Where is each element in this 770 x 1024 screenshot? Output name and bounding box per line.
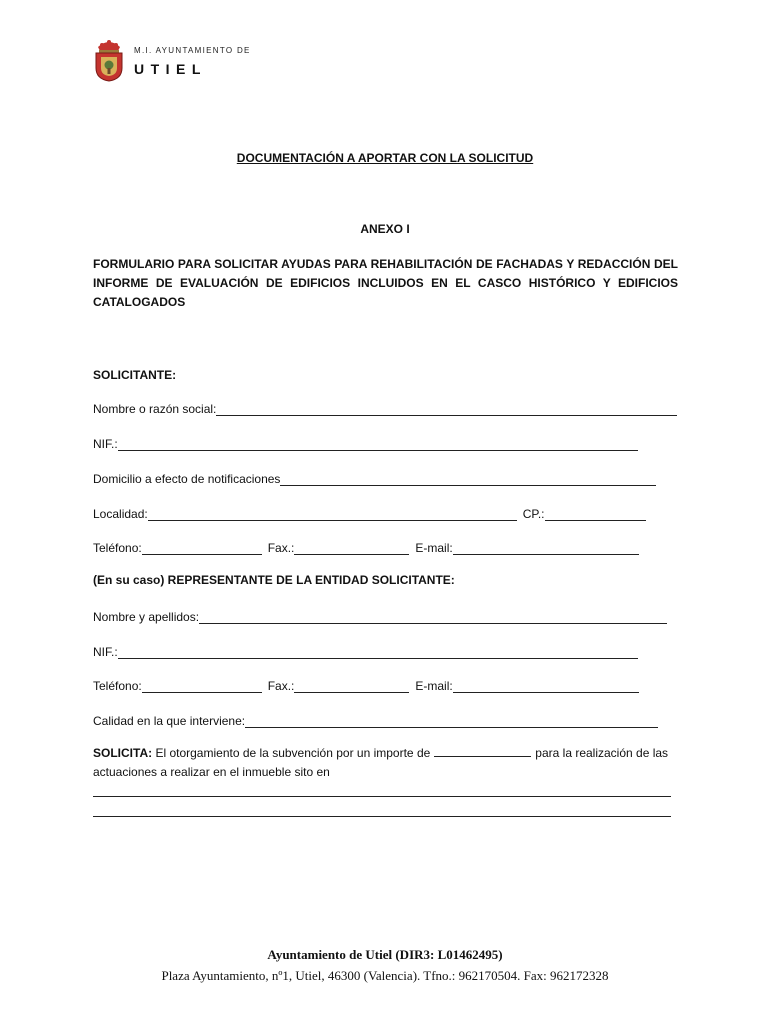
- applicant-address-field[interactable]: [280, 472, 656, 486]
- org-name-large: UTIEL: [134, 61, 207, 77]
- applicant-fax-field[interactable]: [294, 541, 409, 555]
- annex-heading: ANEXO I: [360, 222, 410, 236]
- applicant-phone-field[interactable]: [142, 541, 262, 555]
- applicant-nif-label: NIF.:: [93, 437, 118, 451]
- applicant-contact-row: [93, 537, 639, 555]
- representative-phone-label: Teléfono:: [93, 679, 142, 693]
- representative-phone-field[interactable]: [142, 679, 262, 693]
- representative-heading: (En su caso) REPRESENTANTE DE LA ENTIDAD SOLICITANTE:: [93, 573, 455, 587]
- org-name-small: M.I. AYUNTAMIENTO DE: [134, 46, 251, 55]
- representative-name-field[interactable]: [199, 610, 667, 624]
- coat-of-arms-logo: [92, 38, 126, 82]
- applicant-address-label: Domicilio a efecto de notificaciones: [93, 472, 281, 486]
- address-line-2[interactable]: [93, 802, 671, 817]
- footer-organization: Ayuntamiento de Utiel (DIR3: L01462495): [267, 947, 503, 962]
- representative-capacity-row: [93, 710, 658, 728]
- representative-nif-row: [93, 641, 638, 659]
- applicant-cp-field[interactable]: [545, 507, 646, 521]
- representative-name-row: [93, 606, 667, 624]
- request-paragraph: [93, 744, 673, 782]
- representative-email-field[interactable]: [453, 679, 639, 693]
- applicant-cp-label: CP.:: [522, 507, 545, 521]
- representative-contact-row: [93, 675, 639, 693]
- applicant-name-field[interactable]: [216, 402, 677, 416]
- document-title: DOCUMENTACIÓN A APORTAR CON LA SOLICITUD: [236, 151, 534, 165]
- applicant-locality-label: Localidad:: [93, 507, 148, 521]
- representative-nif-label: NIF.:: [93, 645, 118, 659]
- representative-name-label: Nombre y apellidos:: [93, 610, 200, 624]
- form-title: FORMULARIO PARA SOLICITAR AYUDAS PARA REHABILITACIÓN DE FACHADAS Y REDACCIÓN DEL INFORME DE EVALUACIÓN DE EDIFICIOS INCLUIDOS EN EL CASCO HISTÓRICO Y EDIFICIOS CATALOGADOS: [93, 257, 678, 309]
- footer-address: Plaza Ayuntamiento, nº1, Utiel, 46300 (Valencia). Tfno.: 962170504. Fax: 962172328: [161, 968, 609, 983]
- applicant-fax-label: Fax.:: [267, 541, 295, 555]
- address-line-1[interactable]: [93, 782, 671, 797]
- request-text-part1: El otorgamiento de la subvención por un importe de: [155, 746, 431, 760]
- request-label: SOLICITA:: [93, 746, 153, 760]
- applicant-phone-label: Teléfono:: [93, 541, 142, 555]
- applicant-nif-field[interactable]: [118, 437, 638, 451]
- applicant-nif-row: [93, 433, 638, 451]
- request-text-part2: para la realización de las actuaciones a realizar en el inmueble sito en: [93, 746, 669, 779]
- representative-nif-field[interactable]: [118, 645, 638, 659]
- representative-capacity-field[interactable]: [245, 714, 658, 728]
- applicant-heading: SOLICITANTE:: [93, 368, 177, 382]
- applicant-email-field[interactable]: [453, 541, 639, 555]
- representative-email-label: E-mail:: [415, 679, 453, 693]
- representative-capacity-label: Calidad en la que interviene:: [93, 714, 246, 728]
- applicant-locality-row: [93, 503, 646, 521]
- applicant-name-row: [93, 398, 677, 416]
- applicant-locality-field[interactable]: [148, 507, 517, 521]
- amount-field[interactable]: [434, 744, 531, 757]
- representative-fax-field[interactable]: [294, 679, 409, 693]
- applicant-email-label: E-mail:: [415, 541, 453, 555]
- representative-fax-label: Fax.:: [267, 679, 295, 693]
- applicant-address-row: [93, 468, 656, 486]
- applicant-name-label: Nombre o razón social:: [93, 402, 217, 416]
